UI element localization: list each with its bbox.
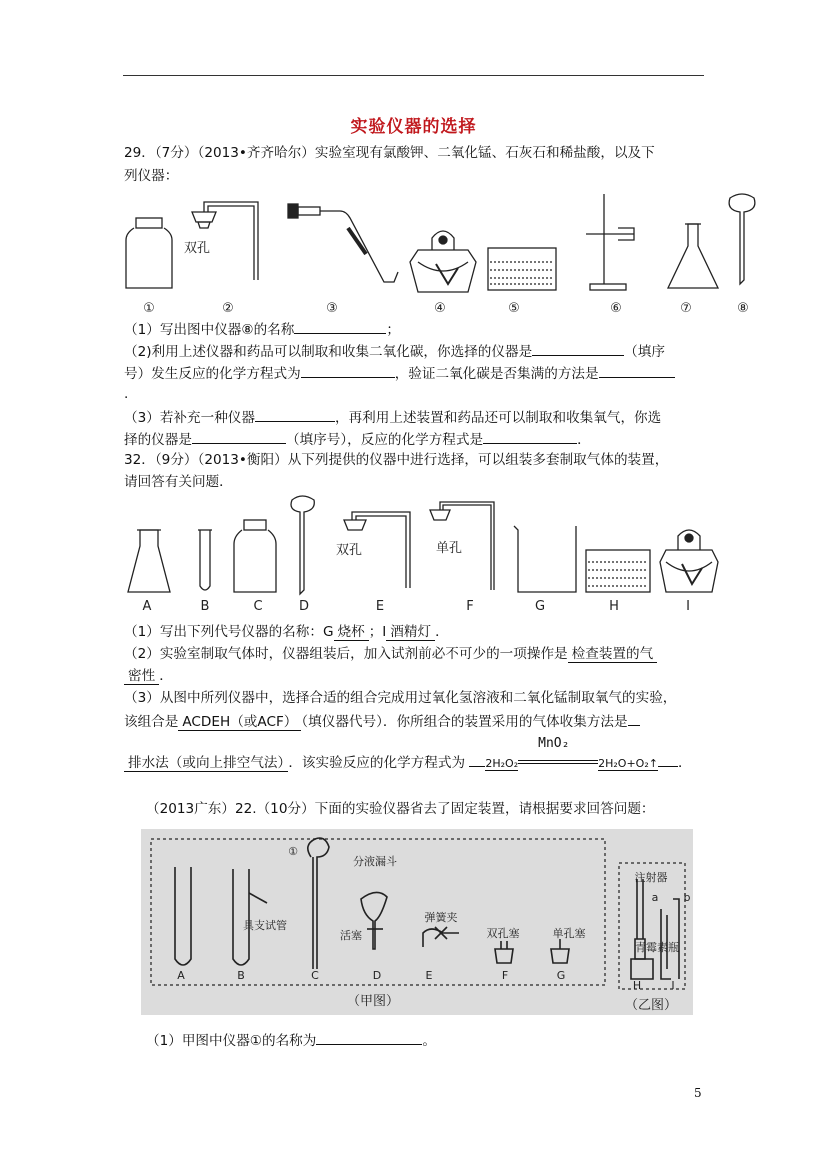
conical-flask-7: [668, 224, 718, 288]
svg-text:B: B: [237, 969, 245, 982]
svg-text:H: H: [632, 979, 642, 992]
q29-part3b: 择的仪器是 （填序号），反应的化学方程式是 ．: [124, 429, 591, 449]
svg-text:（甲图）: （甲图）: [346, 994, 400, 1009]
svg-text:⑤: ⑤: [508, 301, 520, 316]
q32-part3a: （3）从图中所列仪器中，选择合适的组合完成用过氧化氢溶液和二氧化锰制取氧气的实验，: [124, 690, 677, 706]
svg-text:G: G: [534, 599, 546, 614]
long-neck-funnel-d: [291, 496, 314, 594]
svg-text:B: B: [200, 599, 210, 614]
svg-text:A: A: [177, 969, 185, 982]
q32-intro-2: 请回答有关问题．: [124, 474, 233, 490]
q32-part2: （2）实验室制取气体时，仪器组装后，加入试剂前必不可少的一项操作是 检查装置的气: [124, 645, 657, 663]
iron-stand-6: [586, 194, 634, 290]
svg-text:F: F: [466, 599, 474, 614]
water-trough-5: [488, 248, 556, 290]
answer-blank[interactable]: [532, 341, 624, 356]
bent-tube-3: [288, 204, 398, 282]
svg-text:C: C: [253, 599, 263, 614]
svg-text:C: C: [311, 969, 319, 982]
q32-part1: （1）写出下列代号仪器的名称：G 烧杯 ；I 酒精灯 ．: [124, 624, 449, 640]
svg-text:②: ②: [222, 301, 234, 316]
conical-flask-a: [128, 530, 170, 592]
q29-part1: （1）写出图中仪器⑧的名称 ；: [124, 319, 400, 339]
q29-part2a: （2)利用上述仪器和药品可以制取和收集二氧化碳，你选择的仪器是 （填序: [124, 341, 665, 361]
svg-text:①: ①: [143, 301, 155, 316]
svg-text:双孔塞: 双孔塞: [486, 927, 520, 940]
q29-intro-1: 29．（7分）（2013•齐齐哈尔）实验室现有氯酸钾、二氧化锰、石灰石和稀盐酸，以及下: [124, 145, 655, 161]
q32-part3b: 该组合是 ACDEH（或ACF） （填仪器代号）．你所组合的装置采用的气体收集方法是: [124, 711, 640, 731]
stopper-label: 双孔: [184, 241, 211, 256]
alcohol-lamp-i: [660, 530, 718, 592]
svg-text:弹簧夹: 弹簧夹: [424, 911, 458, 924]
q29-apparatus-figure: [118, 188, 768, 320]
q32-part3c: 排水法（或向上排空气法） ．该实验反应的化学方程式为 2H₂O₂ MnO₂ 2H₂O+O₂↑ ．: [124, 752, 692, 773]
q22-intro: （2013广东）22.（10分）下面的实验仪器省去了固定装置，请根据要求回答问题：: [146, 801, 655, 817]
q22-apparatus-photo: [141, 829, 693, 1015]
beaker-g: [514, 526, 576, 592]
equation-arrow: [518, 736, 598, 767]
q32-part2-cont: 密性 ．: [124, 667, 173, 685]
svg-text:F: F: [501, 969, 509, 982]
svg-text:E: E: [425, 969, 433, 982]
svg-text:（乙图）: （乙图）: [624, 998, 678, 1013]
header-rule: [123, 75, 704, 76]
svg-text:⑦: ⑦: [680, 301, 692, 316]
svg-text:活塞: 活塞: [340, 929, 362, 942]
long-neck-funnel-8: [729, 194, 755, 284]
answer-blank[interactable]: [483, 429, 577, 444]
svg-text:①: ①: [288, 845, 298, 858]
answer-blank[interactable]: [294, 319, 386, 334]
equation-left: 2H₂O₂: [485, 757, 519, 770]
svg-text:E: E: [375, 599, 385, 614]
page-title: 实验仪器的选择: [350, 117, 477, 137]
svg-text:单孔塞: 单孔塞: [552, 927, 586, 940]
svg-text:分液漏斗: 分液漏斗: [353, 855, 397, 868]
svg-text:G: G: [556, 969, 566, 982]
q29-part2c: .: [124, 386, 129, 402]
svg-text:b: b: [683, 891, 691, 904]
svg-text:A: A: [142, 599, 152, 614]
svg-text:④: ④: [434, 301, 446, 316]
svg-text:I: I: [686, 599, 690, 614]
svg-text:I: I: [671, 979, 675, 992]
answer-blank[interactable]: [301, 363, 395, 378]
svg-text:③: ③: [326, 301, 338, 316]
q32-apparatus-figure: [120, 490, 720, 616]
q29-part3a: （3）若补充一种仪器 ，再利用上述装置和药品还可以制取和收集氧气，你选: [124, 407, 661, 427]
svg-text:注射器: 注射器: [634, 871, 668, 884]
alcohol-lamp-4: [410, 231, 476, 292]
svg-text:⑧: ⑧: [737, 301, 749, 316]
svg-text:a: a: [651, 891, 659, 904]
q29-intro-2: 列仪器：: [124, 168, 179, 184]
test-tube-b: [198, 530, 212, 590]
svg-text:双孔: 双孔: [336, 543, 363, 558]
svg-text:青霉素瓶: 青霉素瓶: [635, 941, 679, 954]
gas-jar-c: [234, 520, 276, 592]
svg-text:具支试管: 具支试管: [243, 919, 287, 932]
answer-blank[interactable]: [599, 363, 675, 378]
water-trough-h: [586, 550, 650, 592]
answer-blank[interactable]: [255, 407, 335, 422]
q29-part2b: 号）发生反应的化学方程式为 ，验证二氧化碳是否集满的方法是: [124, 363, 675, 383]
answer-blank[interactable]: [192, 429, 286, 444]
equation-right: 2H₂O+O₂↑: [598, 757, 658, 770]
q32-intro-1: 32．（9分）（2013•衡阳）从下列提供的仪器中进行选择，可以组装多套制取气体的装置，: [124, 452, 669, 468]
svg-text:D: D: [298, 599, 310, 614]
q22-part1: （1）甲图中仪器①的名称为 。: [146, 1030, 436, 1050]
svg-text:D: D: [372, 969, 382, 982]
svg-text:H: H: [609, 599, 619, 614]
page-number: 5: [694, 1086, 702, 1100]
gas-jar-1: [126, 218, 172, 288]
svg-text:单孔: 单孔: [436, 541, 463, 556]
svg-text:⑥: ⑥: [610, 301, 622, 316]
answer-blank[interactable]: [316, 1030, 422, 1045]
equation-catalyst: MnO₂: [538, 736, 570, 751]
